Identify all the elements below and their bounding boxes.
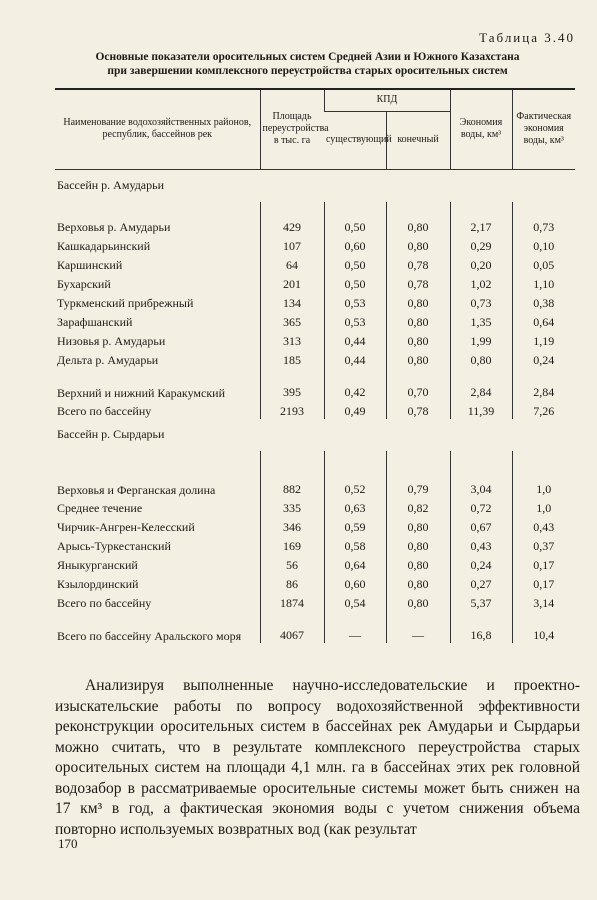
row-value: 2,84 xyxy=(512,368,575,400)
row-label: Всего по бассейну xyxy=(57,403,152,418)
row-value: 0,80 xyxy=(386,349,450,368)
spacer-cell xyxy=(55,202,260,216)
row-value: 0,73 xyxy=(512,216,575,235)
table-row xyxy=(55,573,575,592)
table-row xyxy=(55,497,575,516)
row-value: 56 xyxy=(260,554,324,573)
spacer-cell xyxy=(512,451,575,465)
table-label: Таблица 3.40 xyxy=(479,30,575,45)
body-paragraph xyxy=(55,676,580,840)
table-title-line-2: при завершении комплексного переустройства старых оросительных систем xyxy=(107,65,508,77)
table-row xyxy=(55,368,575,400)
paragraph-text: Анализируя выполненные научно-исследовательские и проектно-изыскательские работы по вопросу водохозяйственной эффективности реконструкции оросительных систем в бассейнах рек Амударьи и Сырдарьи можно считать, что в результате комплексного переустройства старых оросительных систем на площади 4,1 млн. га в бассейнах этих рек головной водозабор в рассматриваемые оросительные системы может быть снижен на 17 км³ в год, а фактическая экономия воды с учетом снижения объема повторно используемых возвратных вод (как результат xyxy=(55,677,580,838)
row-value: 0,37 xyxy=(512,535,575,554)
spacer-cell xyxy=(55,451,260,465)
row-value: 395 xyxy=(260,368,324,400)
spacer-cell xyxy=(386,451,450,465)
header-area: Площадь переустройства в тыс. га xyxy=(260,89,324,169)
spacer-cell xyxy=(512,202,575,216)
row-label: Зарафшанский xyxy=(57,314,133,329)
table-row xyxy=(55,330,575,349)
section-header-row xyxy=(55,169,575,202)
row-value: 16,8 xyxy=(450,611,512,643)
row-value: 0,42 xyxy=(324,368,386,400)
row-value: 169 xyxy=(260,535,324,554)
header-kpd: КПД xyxy=(324,89,450,111)
row-value: 1,02 xyxy=(450,273,512,292)
row-value: 335 xyxy=(260,497,324,516)
row-label: Среднее течение xyxy=(57,500,143,515)
spacer-cell xyxy=(324,451,386,465)
header-economy: Экономия воды, км³ xyxy=(450,89,512,169)
spacer-cell xyxy=(386,202,450,216)
row-value: 365 xyxy=(260,311,324,330)
row-value: 86 xyxy=(260,573,324,592)
table-row xyxy=(55,535,575,554)
row-value: 0,49 xyxy=(324,400,386,419)
row-value: 0,60 xyxy=(324,235,386,254)
row-label: Верховья р. Амударьи xyxy=(57,219,171,234)
row-value: 313 xyxy=(260,330,324,349)
header-kpd-existing: существующий xyxy=(324,111,386,169)
row-value: 429 xyxy=(260,216,324,235)
table-title xyxy=(40,50,575,78)
row-value: 0,80 xyxy=(386,592,450,611)
row-value: 0,80 xyxy=(386,235,450,254)
row-value: 0,80 xyxy=(386,216,450,235)
row-value: 1,10 xyxy=(512,273,575,292)
row-label: Кашкадарьинский xyxy=(57,238,151,253)
row-value: 0,43 xyxy=(450,535,512,554)
row-value: 0,50 xyxy=(324,254,386,273)
row-value: — xyxy=(324,611,386,643)
table-row xyxy=(55,235,575,254)
row-value: 1,35 xyxy=(450,311,512,330)
row-value: 10,4 xyxy=(512,611,575,643)
row-value: 0,78 xyxy=(386,400,450,419)
row-value: 3,04 xyxy=(450,465,512,497)
row-label: Верхний и нижний Каракумский xyxy=(57,385,226,400)
spacer-cell xyxy=(450,451,512,465)
spacer-cell xyxy=(260,451,324,465)
row-value: 185 xyxy=(260,349,324,368)
row-value: 0,60 xyxy=(324,573,386,592)
row-label: Яныкурганский xyxy=(57,557,138,572)
irrigation-table xyxy=(55,88,575,643)
row-value: 0,80 xyxy=(386,311,450,330)
row-value: 0,80 xyxy=(386,516,450,535)
row-value: 2,17 xyxy=(450,216,512,235)
row-value: 64 xyxy=(260,254,324,273)
row-value: 1874 xyxy=(260,592,324,611)
page-number: 170 xyxy=(58,836,78,851)
table-row xyxy=(55,254,575,273)
row-label: Верховья и Ферганская долина xyxy=(57,482,216,497)
section-header-row xyxy=(55,419,575,451)
row-label: Арысь-Туркестанский xyxy=(57,538,171,553)
row-value: 0,73 xyxy=(450,292,512,311)
row-value: 0,43 xyxy=(512,516,575,535)
spacer-cell xyxy=(324,202,386,216)
row-value: 0,24 xyxy=(512,349,575,368)
row-value: 7,26 xyxy=(512,400,575,419)
section-title: Бассейн р. Сырдарьи xyxy=(57,427,165,441)
table-row xyxy=(55,554,575,573)
row-label: Чирчик-Ангрен-Келесский xyxy=(57,519,195,534)
row-value: 1,0 xyxy=(512,497,575,516)
row-value: 0,64 xyxy=(512,311,575,330)
table-row xyxy=(55,349,575,368)
row-value: 0,20 xyxy=(450,254,512,273)
spacer-cell xyxy=(260,202,324,216)
row-label: Кзылординский xyxy=(57,576,139,591)
table-title-line-1: Основные показатели оросительных систем Средней Азии и Южного Казахстана xyxy=(95,51,520,63)
row-value: — xyxy=(386,611,450,643)
table-row xyxy=(55,465,575,497)
row-value: 0,27 xyxy=(450,573,512,592)
row-label: Всего по бассейну xyxy=(57,595,152,610)
row-value: 4067 xyxy=(260,611,324,643)
row-value: 0,64 xyxy=(324,554,386,573)
row-label: Низовья р. Амударьи xyxy=(57,333,166,348)
row-label: Дельта р. Амударьи xyxy=(57,352,159,367)
row-label: Всего по бассейну Аральского моря xyxy=(57,628,242,643)
row-value: 0,79 xyxy=(386,465,450,497)
row-value: 0,80 xyxy=(386,330,450,349)
row-value: 5,37 xyxy=(450,592,512,611)
header-actual: Фактическая экономия воды, км³ xyxy=(512,89,575,169)
row-value: 0,44 xyxy=(324,349,386,368)
row-value: 201 xyxy=(260,273,324,292)
row-value: 0,50 xyxy=(324,273,386,292)
row-value: 0,70 xyxy=(386,368,450,400)
table-row xyxy=(55,216,575,235)
row-value: 11,39 xyxy=(450,400,512,419)
row-value: 3,14 xyxy=(512,592,575,611)
row-value: 2,84 xyxy=(450,368,512,400)
spacer-cell xyxy=(450,202,512,216)
row-value: 107 xyxy=(260,235,324,254)
row-value: 0,53 xyxy=(324,311,386,330)
row-value: 0,50 xyxy=(324,216,386,235)
table-row xyxy=(55,273,575,292)
row-value: 0,44 xyxy=(324,330,386,349)
row-label: Каршинский xyxy=(57,257,123,272)
spacer-row xyxy=(55,451,575,465)
row-value: 0,17 xyxy=(512,554,575,573)
row-value: 0,53 xyxy=(324,292,386,311)
row-value: 0,80 xyxy=(386,554,450,573)
header-name: Наименование водохозяйственных районов, республик, бассейнов рек xyxy=(55,89,260,169)
row-label: Бухарский xyxy=(57,276,111,291)
row-value: 0,80 xyxy=(386,573,450,592)
row-value: 882 xyxy=(260,465,324,497)
row-value: 1,0 xyxy=(512,465,575,497)
row-value: 0,78 xyxy=(386,273,450,292)
row-value: 0,72 xyxy=(450,497,512,516)
row-value: 0,54 xyxy=(324,592,386,611)
row-value: 0,17 xyxy=(512,573,575,592)
row-value: 0,78 xyxy=(386,254,450,273)
row-value: 2193 xyxy=(260,400,324,419)
table-row xyxy=(55,516,575,535)
row-value: 134 xyxy=(260,292,324,311)
table-row xyxy=(55,611,575,643)
spacer-row xyxy=(55,202,575,216)
table-row xyxy=(55,400,575,419)
table-row xyxy=(55,311,575,330)
row-value: 0,59 xyxy=(324,516,386,535)
row-value: 0,80 xyxy=(386,535,450,554)
row-value: 0,05 xyxy=(512,254,575,273)
row-value: 0,80 xyxy=(386,292,450,311)
row-value: 0,63 xyxy=(324,497,386,516)
row-value: 1,19 xyxy=(512,330,575,349)
section-title: Бассейн р. Амударьи xyxy=(57,178,165,192)
row-value: 0,38 xyxy=(512,292,575,311)
table-row xyxy=(55,292,575,311)
row-label: Туркменский прибрежный xyxy=(57,295,194,310)
row-value: 0,80 xyxy=(450,349,512,368)
row-value: 0,67 xyxy=(450,516,512,535)
table-body xyxy=(55,169,575,643)
header-kpd-final: конечный xyxy=(386,111,450,169)
row-value: 0,58 xyxy=(324,535,386,554)
row-value: 0,10 xyxy=(512,235,575,254)
row-value: 0,82 xyxy=(386,497,450,516)
row-value: 0,52 xyxy=(324,465,386,497)
row-value: 346 xyxy=(260,516,324,535)
row-value: 0,29 xyxy=(450,235,512,254)
row-value: 0,24 xyxy=(450,554,512,573)
row-value: 1,99 xyxy=(450,330,512,349)
table-row xyxy=(55,592,575,611)
